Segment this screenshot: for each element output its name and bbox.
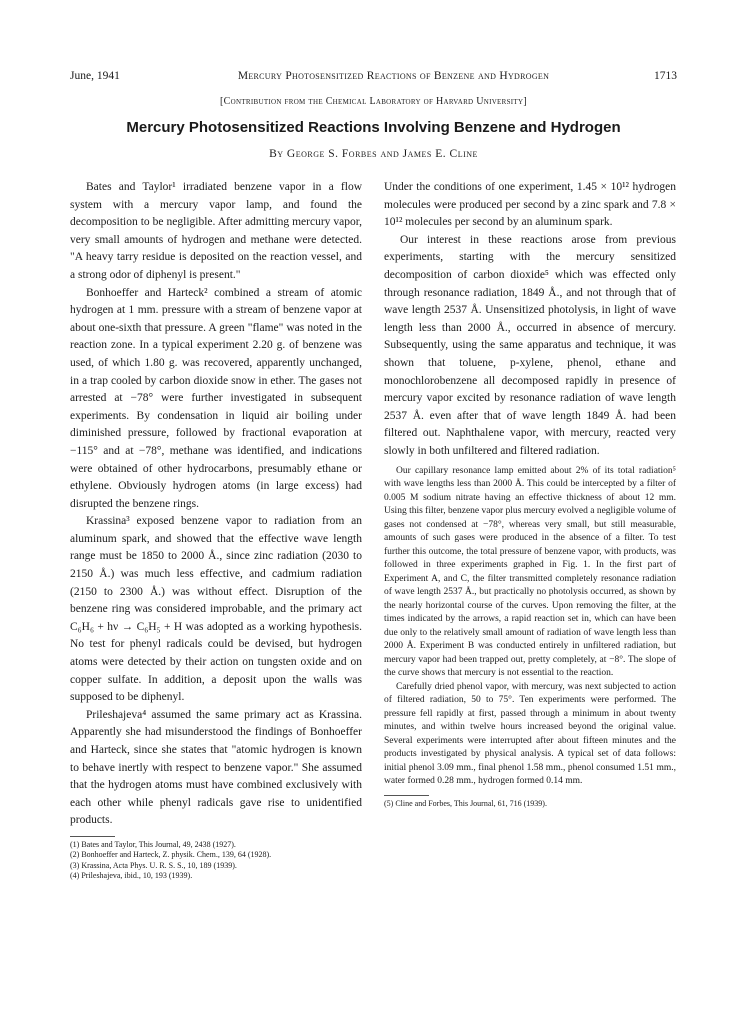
contribution-note: [Contribution from the Chemical Laboratory of Harvard University]	[220, 96, 527, 107]
footnote-2: (2) Bonhoeffer and Harteck, Z. physik. Chem., 139, 64 (1928).	[70, 850, 272, 860]
issue-date: June, 1941	[70, 70, 120, 82]
small-paragraph-phenol: Carefully dried phenol vapor, with mercury, was next subjected to action of filtered radiation, 50 to 75°. Ten experiments were performed. The pressure fell rapidly at first, passed through a minimum in about twenty minutes, and within twelve hours increased beyond the original value. Several experiments were interrupted after about fifteen minutes and the products investigated by physical analysis. A typical set of data follows: initial phenol 3.09 mm., final phenol 1.58 mm., phenol consumed 1.51 mm., water formed 0.28 mm., hydrogen formed 0.14 mm.	[384, 681, 676, 786]
footnote-3: (3) Krassina, Acta Phys. U. R. S. S., 10, 189 (1939).	[70, 860, 237, 870]
left-column	[70, 179, 362, 882]
small-paragraph-resonance-lamp: Our capillary resonance lamp emitted about 2% of its total radiation⁵ with wave lengths less than 2000 Å. This could be intercepted by a filter of 0.005 M sodium nitrate having an effective thickness of about 12 mm. Using this filter, benzene vapor plus mercury evolved a negligible volume of gases not condensed at −78°, whereas very small, but still measurable, amounts of such gases were produced in the absence of a filter. To test further this outcome, the total pressure of benzene vapor, with products, was followed in three experiments graphed in Fig. 1. In the first part of Experiment A, and C, the filter transmitted completely resonance radiation of wave length 2537 Å., but practically no photolysis occurred, as shown by the nearly horizontal course of the curves. Upon removing the filter, at the times indicated by the arrows, a rapid reaction set in, which can have been due only to the relatively small amount of radiation of wave length less than 2000 Å. Experiment B was conducted entirely in unfiltered radiation, but mercury vapor had been trapped out, pretty completely, at −8°. The slope of the curve shows that mercury is not essential to the reaction.	[384, 465, 676, 678]
author-byline: By George S. Forbes and James E. Cline	[269, 148, 478, 160]
paragraph-prileshajeva: Prileshajeva⁴ assumed the same primary act as Krassina. Apparently she had misunderstood the findings of Bonhoeffer and Harteck, since she states that "atomic hydrogen is known to behave inertly with respect to benzene vapor." She assumed that the hydrogen atoms must have combined exclusively with each other while phenyl radicals gave rise to unidentified products.	[70, 708, 362, 827]
footnote-1: (1) Bates and Taylor, This Journal, 49, 2438 (1927).	[70, 839, 236, 849]
right-column	[384, 179, 676, 809]
footnote-4: (4) Prileshajeva, ibid., 10, 193 (1939).	[70, 871, 193, 881]
paragraph-krassina: Krassina³ exposed benzene vapor to radiation from an aluminum spark, and showed that the effective wave length range must be 1850 to 2000 Å., since zinc radiation (2030 to 2150 Å.) was much less effective, and cadmium radiation (2150 to 2300 Å.) was without effect. Disruption of the benzene ring was considered improbable, and the primary act C₆H₆ + hν → C₆H₅ + H was adopted as a working hypothesis. No test for phenyl radicals could be devised, but hydrogen atoms were detected by their action on tungsten oxide and on copper sulfate. In addition, a deposit upon the walls was supposed to be diphenyl.	[70, 515, 362, 704]
paragraph-continued: Under the conditions of one experiment, 1.45 × 10¹² hydrogen molecules were produced per second by a zinc spark and 7.8 × 10¹² molecules per second by an aluminum spark.	[384, 181, 676, 229]
article-title: Mercury Photosensitized Reactions Involving Benzene and Hydrogen	[126, 119, 621, 136]
paragraph-our-interest: Our interest in these reactions arose from previous experiments, starting with the mercury sensitized decomposition of carbon dioxide⁵ which was effected only through resonance radiation, 1849 Å., and not through that of wave length 2537 Å. Unsensitized photolysis, in light of wave length less than 2000 Å., occurred in absence of mercury. Subsequently, using the same apparatus and technique, it was shown that toluene, p-xylene, phenol, ethane and monochlorobenzene all decomposed rapidly in presence of mercury vapor excited by resonance radiation of wave length 2537 Å. even after that of wave length 1849 Å. had been filtered out. Naphthalene vapor, with mercury, reacted very slowly in both unfiltered and filtered radiation.	[384, 233, 676, 457]
footnote-rule	[384, 795, 429, 796]
paragraph-bates-taylor: Bates and Taylor¹ irradiated benzene vapor in a flow system with a mercury vapor lamp, and found the decomposition to be negligible. After admitting mercury vapor, very small amounts of hydrogen and methane were detected. "A heavy tarry residue is deposited on the reaction vessel, and a strong odor of diphenyl is present."	[70, 181, 362, 281]
paragraph-bonhoeffer-harteck: Bonhoeffer and Harteck² combined a stream of atomic hydrogen at 1 mm. pressure with a stream of benzene vapor at about one-sixth that pressure. A green "flame" was noted in the reaction zone. In a typical experiment 2.20 g. of benzene was used, of which 1.80 g. was recovered, apparently unchanged, in a trap cooled by carbon dioxide snow in ether. The gases not arrested at −78° were further investigated in subsequent experiments. By condensation in liquid air boiling under diminished pressure, followed by fractional evaporation at −115° and at −78°, methane was identified, and indications were obtained of other hydrocarbons, presumably ethane or ethylene. Obviously hydrogen atoms (in large excess) had disrupted the benzene rings.	[70, 286, 362, 510]
running-head	[70, 68, 677, 84]
footnote-rule	[70, 836, 115, 837]
footnote-5: (5) Cline and Forbes, This Journal, 61, 716 (1939).	[384, 798, 547, 808]
page-number: 1713	[654, 70, 677, 82]
running-title: Mercury Photosensitized Reactions of Benzene and Hydrogen	[237, 70, 550, 82]
